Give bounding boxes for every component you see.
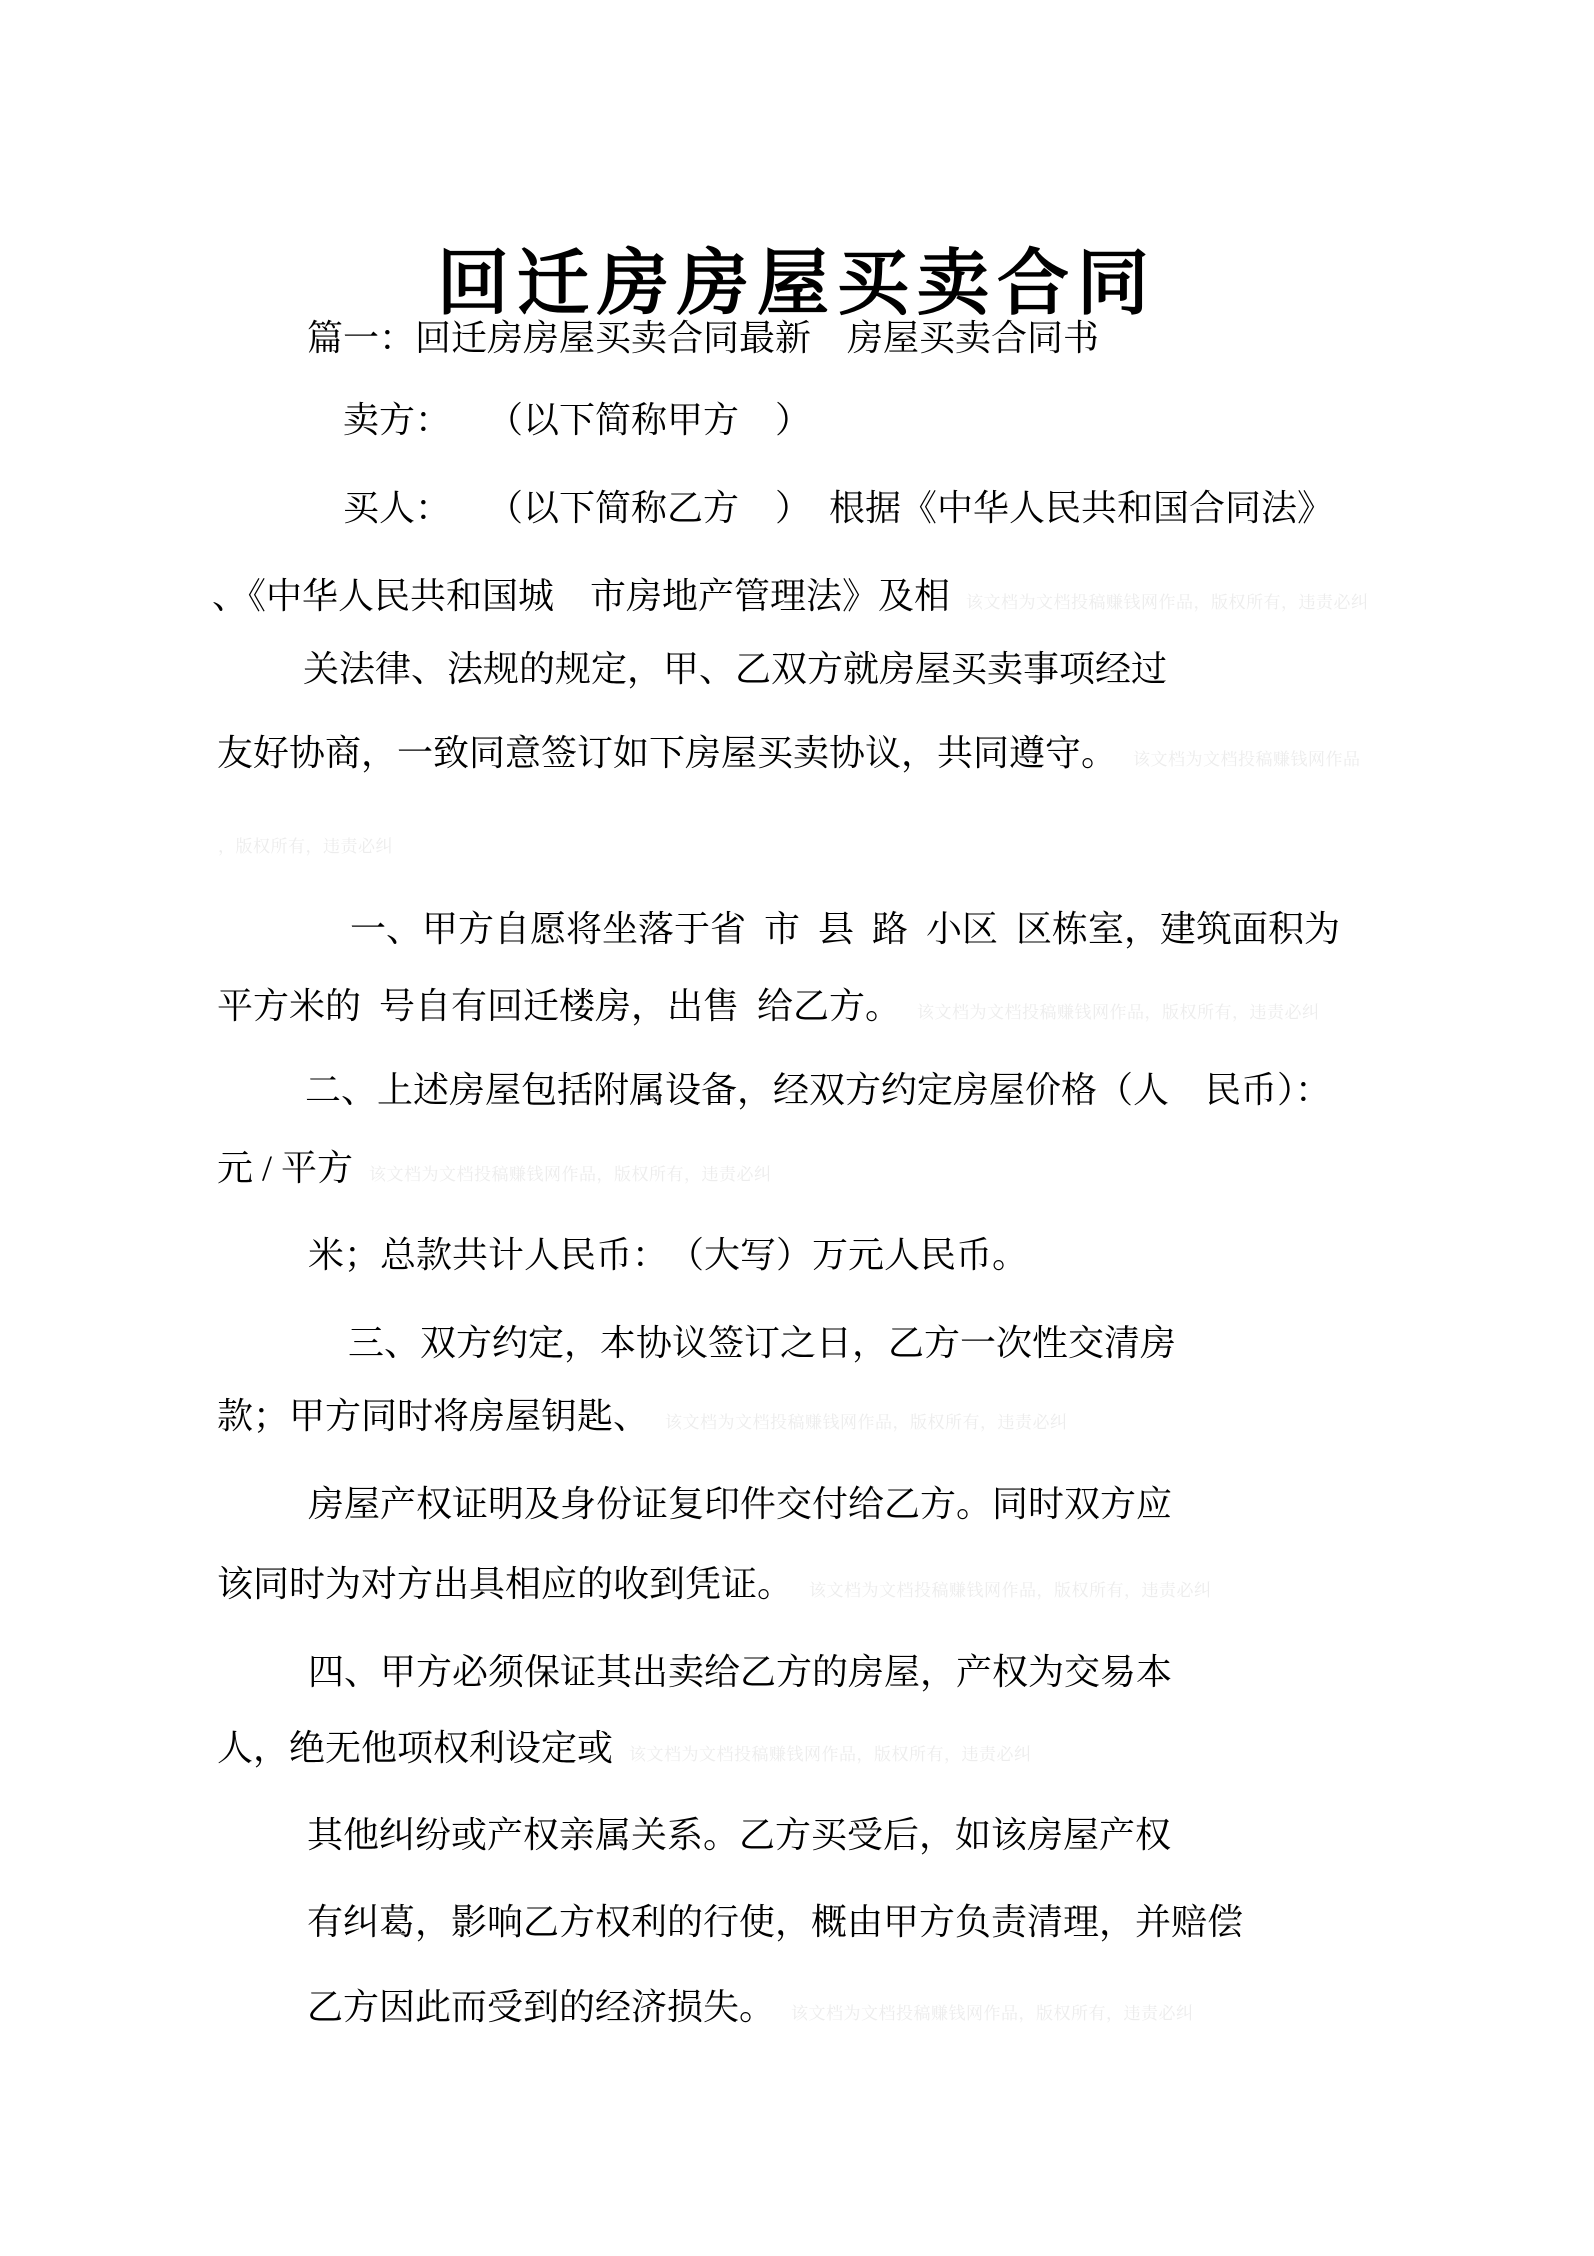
- paragraph-line: [307, 1817, 1171, 1853]
- watermark-text: 该文档为文档投稿赚钱网作品，版权所有，违责必纠: [629, 1745, 1032, 1764]
- line-text: 三、双方约定，本协议签订之日，乙方一次性交清房: [348, 1323, 1177, 1363]
- line-text: 卖方： （以下简称甲方 ）: [343, 400, 812, 440]
- line-text: 款；甲方同时将房屋钥匙、: [217, 1396, 650, 1436]
- paragraph-line: [307, 320, 1099, 356]
- paragraph-line: [308, 1486, 1172, 1522]
- line-text: 乙方因此而受到的经济损失。: [307, 1987, 776, 2027]
- line-text: 有纠葛，影响乙方权利的行使，概由甲方负责清理，并赔偿: [307, 1902, 1244, 1942]
- paragraph-line: [307, 1904, 1243, 1940]
- paragraph-line: [303, 651, 1167, 687]
- paragraph-line: [212, 578, 1369, 621]
- document-title: 回迁房房屋买卖合同: [436, 244, 1157, 325]
- paragraph-line: [305, 1072, 1331, 1108]
- line-text: 一、甲方自愿将坐落于省 市 县 路 小区 区栋室，建筑面积为: [350, 909, 1341, 949]
- watermark-line: [218, 838, 393, 855]
- paragraph-line: [343, 490, 1333, 526]
- line-text: 元 / 平方: [217, 1148, 354, 1188]
- line-text: 买人： （以下简称乙方 ） 根据《中华人民共和国合同法》: [343, 488, 1334, 528]
- paragraph-line: [217, 735, 1361, 778]
- line-text: 人，绝无他项权利设定或: [217, 1728, 614, 1768]
- watermark-text: 该文档为文档投稿赚钱网作品，版权所有，违责必纠: [917, 1003, 1320, 1022]
- paragraph-line: [217, 1398, 1068, 1441]
- line-text: 友好协商，一致同意签订如下房屋买卖协议，共同遵守。: [217, 733, 1118, 773]
- watermark-text: 该文档为文档投稿赚钱网作品，版权所有，违责必纠: [369, 1165, 772, 1184]
- paragraph-line: [217, 988, 1320, 1031]
- paragraph-line: [343, 402, 811, 438]
- line-text: 米；总款共计人民币： （大写）万元人民币。: [308, 1235, 1029, 1275]
- paragraph-line: [217, 1730, 1032, 1773]
- paragraph-line: [308, 1237, 1028, 1273]
- paragraph-line: [348, 1325, 1176, 1361]
- line-text: 四、甲方必须保证其出卖给乙方的房屋，产权为交易本: [308, 1652, 1173, 1692]
- line-text: 篇一：回迁房房屋买卖合同最新 房屋买卖合同书: [307, 318, 1100, 358]
- line-text: 房屋产权证明及身份证复印件交付给乙方。同时双方应: [308, 1484, 1173, 1524]
- watermark-text: ，版权所有，违责必纠: [218, 837, 393, 856]
- line-text: 该同时为对方出具相应的收到凭证。: [217, 1564, 794, 1604]
- watermark-text: 该文档为文档投稿赚钱网作品，版权所有，违责必纠: [791, 2004, 1194, 2023]
- paragraph-line: [217, 1566, 1212, 1609]
- paragraph-line: [217, 1150, 772, 1193]
- watermark-text: 该文档为文档投稿赚钱网作品，版权所有，违责必纠: [809, 1581, 1212, 1600]
- paragraph-line: [350, 911, 1340, 947]
- watermark-text: 该文档为文档投稿赚钱网作品，版权所有，违责必纠: [665, 1413, 1068, 1432]
- line-text: 其他纠纷或产权亲属关系。乙方买受后，如该房屋产权: [307, 1815, 1172, 1855]
- line-text: 二、上述房屋包括附属设备，经双方约定房屋价格（人 民币）：: [305, 1070, 1332, 1110]
- watermark-text: 该文档为文档投稿赚钱网作品，版权所有，违责必纠: [966, 593, 1369, 612]
- line-text: 平方米的 号自有回迁楼房，出售 给乙方。: [217, 986, 902, 1026]
- paragraph-line: [308, 1654, 1172, 1690]
- paragraph-line: [307, 1989, 1194, 2032]
- watermark-text: 该文档为文档投稿赚钱网作品: [1133, 750, 1361, 769]
- line-text: 、《中华人民共和国城 市房地产管理法》及相: [212, 576, 951, 616]
- line-text: 关法律、法规的规定，甲、乙双方就房屋买卖事项经过: [303, 649, 1168, 689]
